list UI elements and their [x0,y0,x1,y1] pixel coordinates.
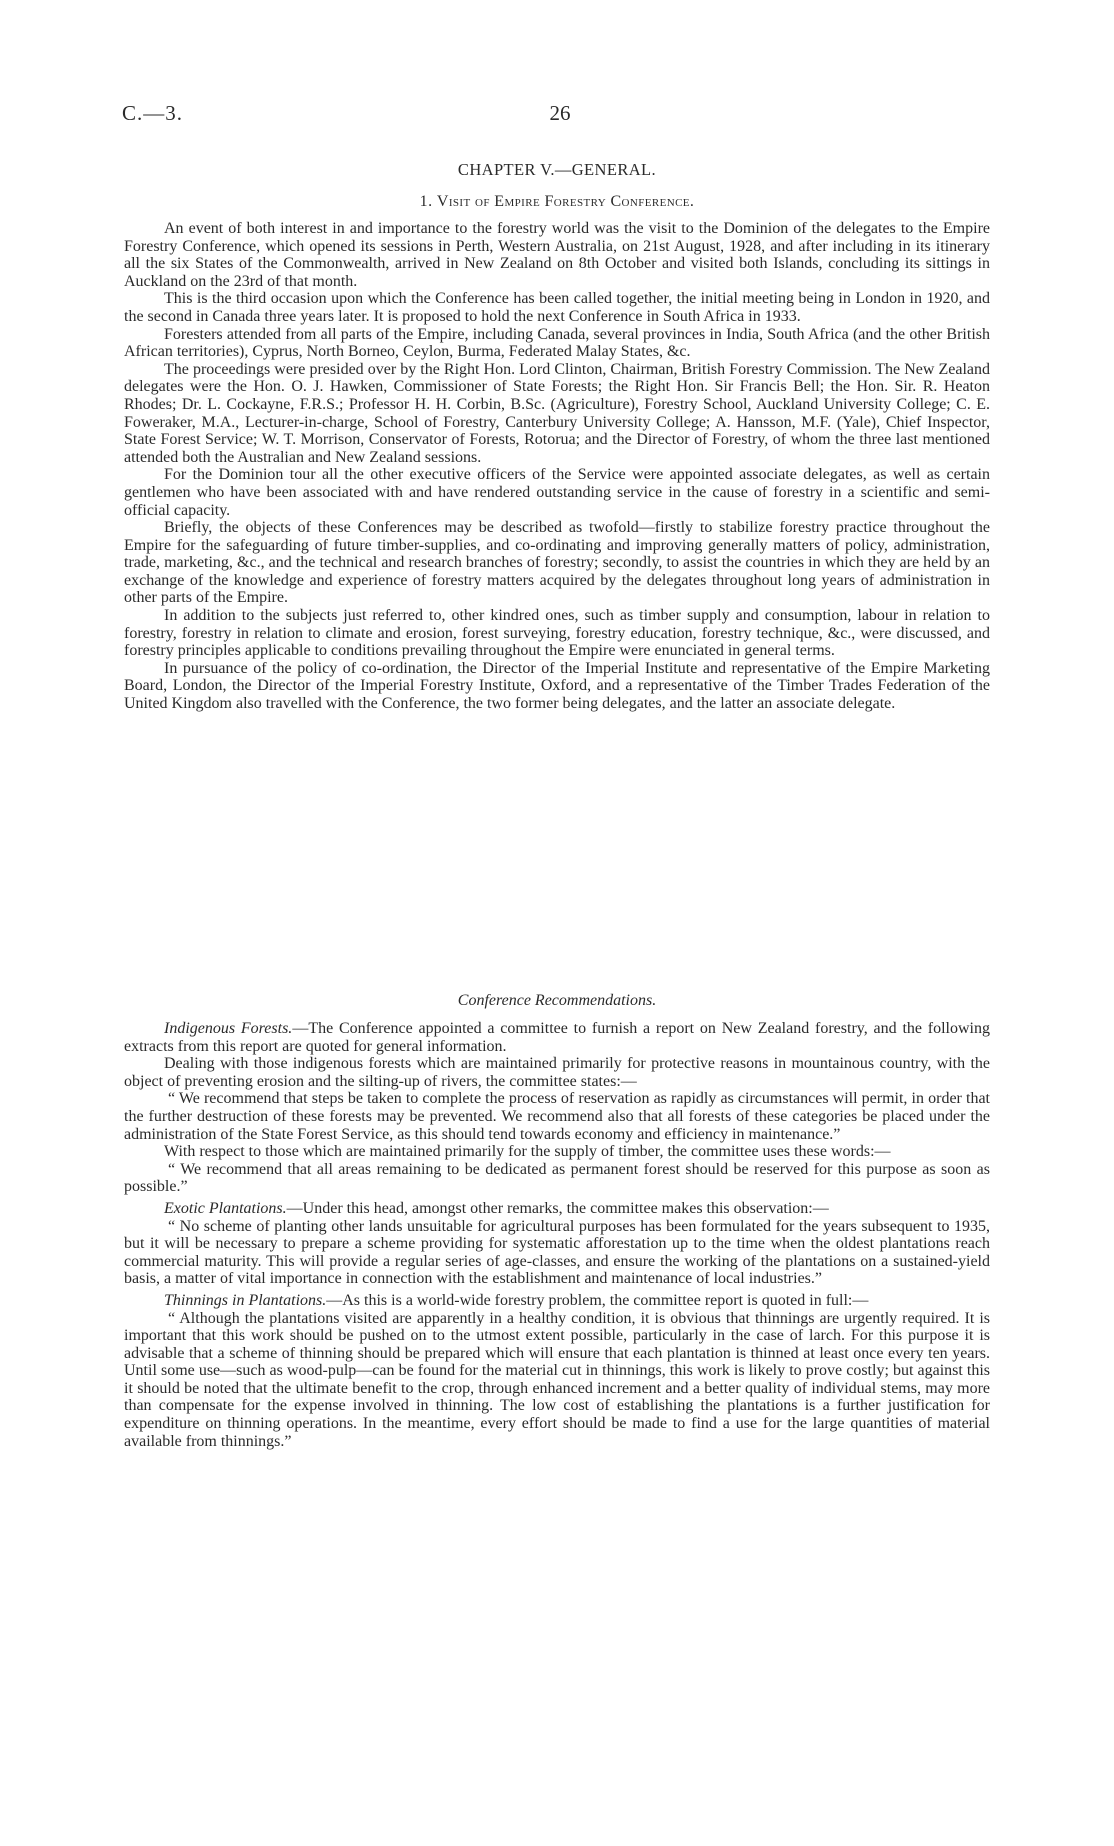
quote-paragraph: “ We recommend that steps be taken to complete the process of reservation as rapidly as circumstances will permit, in order that the further destruction of these forests may be prevented. We recommend also that all forests of these categories be placed under the administration of the State Forest Service, as this should tend towards economy and efficiency in maintenance.” [124,1090,990,1143]
intro-text [124,220,990,713]
quote-paragraph: “ We recommend that all areas remaining to be dedicated as permanent forest should be reserved for this purpose as soon as possible.” [124,1160,990,1196]
thinnings-label: Thinnings in Plantations. [164,1291,327,1309]
thinnings-text: —As this is a world-wide forestry problem, the committee report is quoted in full:— [326,1291,869,1309]
paragraph: An event of both interest in and importance to the forestry world was the visit to the Dominion of the delegates to the Empire Forestry Conference, which opened its sessions in Perth, Western Australia, on 21st August, 1928, and after including in its itinerary all the six States of the Commonwealth, arrived in New Zealand on 8th October and visited both Islands, concluding its sittings in Auckland on the 23rd of that month. [124,220,990,290]
paragraph: For the Dominion tour all the other executive officers of the Service were appointed associate delegates, as well as certain gentlemen who have been associated with and have rendered outstanding service in the cause of forestry in a scientific and semi-official capacity. [124,466,990,519]
indigenous-forests-text: —The Conference appointed a committee to furnish a report on New Zealand forestry, and the following extracts from this report are quoted for general information. [124,1020,990,1055]
recommendations-heading: Conference Recommendations. [457,992,657,1009]
section-heading [0,193,1114,211]
paragraph: The proceedings were presided over by the Right Hon. Lord Clinton, Chairman, British Forestry Commission. The New Zealand delegates were the Hon. O. J. Hawken, Commissioner of State Forests; the Right Hon. Sir Francis Bell; the Hon. Sir. R. Heaton Rhodes; Dr. L. Cockayne, F.R.S.; Professor H. H. Corbin, B.Sc. (Agriculture), Forestry School, Auckland University College; C. E. Foweraker, M.A., Lecturer-in-charge, School of Forestry, Canterbury University College; A. Hansson, M.F. (Yale), Chief Inspector, State Forest Service; W. T. Morrison, Conservator of Forests, Rotorua; and the Director of Forestry, of whom the three last mentioned attended both the Australian and New Zealand sessions. [124,360,990,466]
paragraph: In addition to the subjects just referred to, other kindred ones, such as timber supply and consumption, labour in relation to forestry, forestry in relation to climate and erosion, forest surveying, forestry education, forestry technique, &c., were discussed, and forestry principles applicable to conditions prevailing throughout the Empire were enunciated in general terms. [124,607,990,660]
document-reference: C.—3. [122,101,184,125]
paragraph: With respect to those which are maintained primarily for the supply of timber, the committee uses these words:— [164,1143,891,1161]
exotic-plantations-text: —Under this head, amongst other remarks, the committee makes this observation:— [286,1199,829,1217]
paragraph: Briefly, the objects of these Conferences may be described as twofold—firstly to stabilize forestry practice throughout the Empire for the safeguarding of future timber-supplies, and co-ordinating and improving generally matters of policy, administration, trade, marketing, &c., and the technical and research branches of forestry; secondly, to assist the countries in which they are held by an exchange of the knowledge and experience of forestry matters acquired by the delegates throughout long years of administration in other parts of the Empire. [124,519,990,607]
chapter-title: CHAPTER V.—GENERAL. [457,160,657,179]
exotic-plantations-paragraph [124,1200,990,1218]
quote-paragraph: “ Although the plantations visited are apparently in a healthy condition, it is obvious that thinnings are urgently required. It is important that this work should be pushed on to the utmost extent possible, particularly in the case of larch. For this purpose it is advisable that a scheme of thinning should be prepared which will ensure that each plantation is thinned at least once every ten years. Until some use—such as wood-pulp—can be found for the material cut in thinnings, this work is likely to prove costly; but against this it should be noted that the ultimate benefit to the crop, through enhanced increment and a better quality of individual stems, may more than compensate for the expense involved in thinning. The low cost of establishing the plantations is a further justification for expenditure on thinning operations. In the meantime, every effort should be made to find a use for the large quantities of material available from thinnings.” [124,1309,990,1450]
section-title: Visit of Empire Forestry Conference. [436,193,695,210]
indigenous-forests-label: Indigenous Forests. [164,1020,293,1037]
section-number: 1. [419,193,433,210]
quote-paragraph: “ No scheme of planting other lands unsuitable for agricultural purposes has been formulated for the years subsequent to 1935, but it will be necessary to prepare a scheme providing for systematic afforestation up to the time when the oldest plantations reach commercial maturity. This will provide a regular series of age-classes, and ensure the working of the plantations on a sustained-yield basis, a matter of vital importance in connection with the establishment and maintenance of local industries.” [124,1217,990,1288]
thinnings-paragraph [124,1292,990,1310]
paragraph: This is the third occasion upon which the Conference has been called together, the initial meeting being in London in 1920, and the second in Canada three years later. It is proposed to hold the next Conference in South Africa in 1933. [124,290,990,325]
paragraph: Dealing with those indigenous forests which are maintained primarily for protective reasons in mountainous country, with the object of preventing erosion and the silting-up of rivers, the committee states:— [124,1055,990,1090]
indigenous-forests-paragraph [124,1020,990,1055]
page-number: 26 [549,101,571,125]
paragraph: In pursuance of the policy of co-ordination, the Director of the Imperial Institute and representative of the Empire Marketing Board, London, the Director of the Imperial Forestry Institute, Oxford, and a representative of the Timber Trades Federation of the United Kingdom also travelled with the Conference, the two former being delegates, and the latter an associate delegate. [124,659,990,713]
recommendations-text [124,1020,990,1450]
exotic-plantations-label: Exotic Plantations. [164,1199,287,1217]
paragraph: Foresters attended from all parts of the Empire, including Canada, several provinces in India, South Africa (and the other British African territories), Cyprus, North Borneo, Ceylon, Burma, Federated Malay States, &c. [124,325,990,361]
